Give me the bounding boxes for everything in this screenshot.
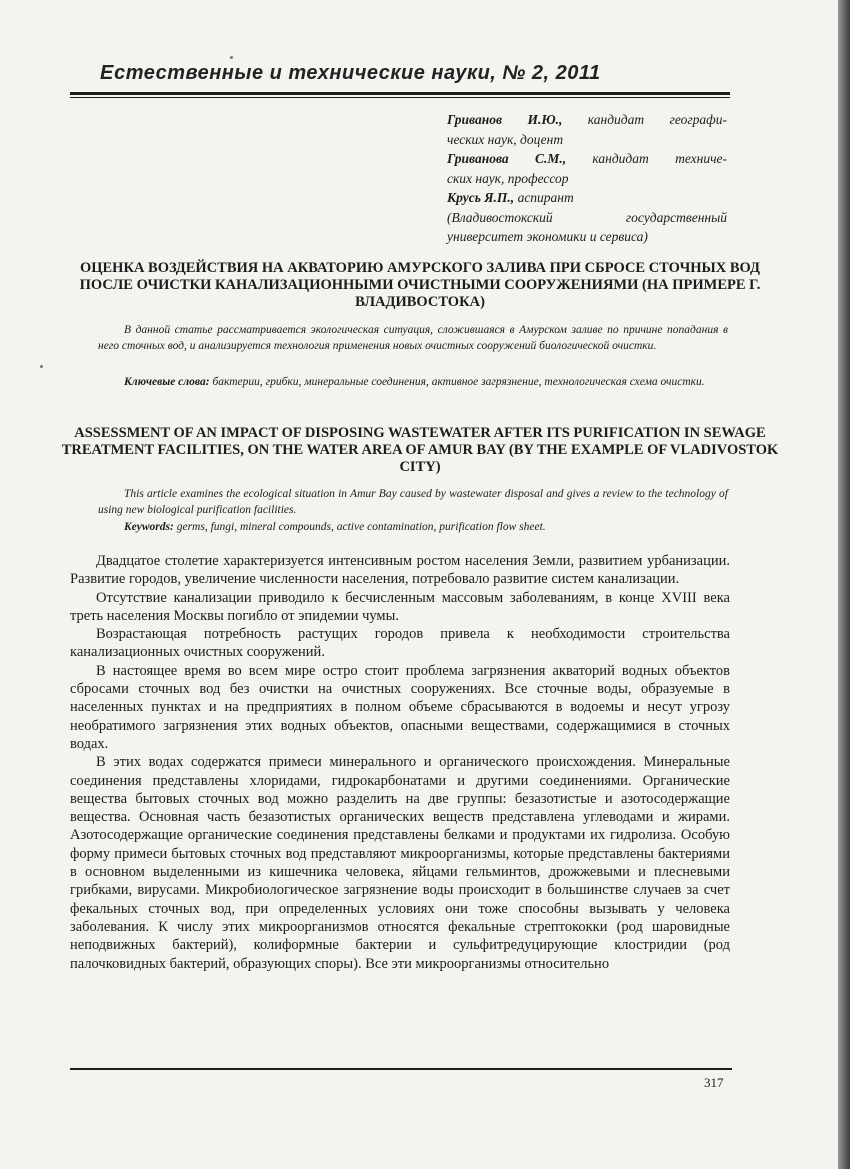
- author-line: ческих наук, доцент: [447, 131, 564, 147]
- author-name: Гриванова С.М.,: [447, 151, 567, 166]
- keywords-label: Keywords:: [124, 521, 174, 533]
- header-rule-thin: [70, 97, 730, 98]
- scan-edge: [838, 0, 850, 1169]
- author-line: [447, 188, 727, 208]
- body-paragraph: В этих водах содержатся примеси минерального и органического происхождения. Минеральные соединения представлены хлоридами, гидрокарбонатами и другими соединениями. Органические вещества бытовых сточных вод можно разделить на две группы: безазотистые и азотосодержащие вещества. Основная часть безазотистых органических веществ представлена углеводами и жирами. Азотосодержащие органические соединения представлены белками и продуктами их гидролиза. Особую форму примеси бытовых сточных вод представляют микроорганизмы, которые представлены бактериями в основном выделенными из кишечника человека, яйцами гельминтов, дрожжевыми и плесневыми грибками, вирусами. Микробиологическое загрязнение воды происходит в большинстве случаев за счет фекальных сточных вод, при определенных условиях они тоже способны вызывать у человека заболевания. К числу этих микроорганизмов относятся фекальные стрептококки (род шаровидные неподвижных бактерий), колиформные бактерии и сульфитредуцирующие клостридии (род палочковидных бактерий, образующих споры). Все эти микроорганизмы относительно: [70, 754, 730, 972]
- article-body: [70, 552, 730, 973]
- affiliation-line: (Владивостокский государственный: [447, 209, 727, 225]
- author-degree: аспирант: [514, 190, 574, 205]
- body-paragraph: Возрастающая потребность растущих городов привела к необходимости строительства канализационных очистных сооружений.: [70, 626, 730, 661]
- author-degree: кандидат техниче-: [566, 151, 727, 166]
- abstract-en: This article examines the ecological situation in Amur Bay caused by wastewater disposal and gives a review to the technology of using new biological purification facilities.: [98, 488, 728, 516]
- body-paragraph: В настоящее время во всем мире остро стоит проблема загрязнения акваторий водных объектов сбросами сточных вод без очистки на очистных сооружениях. Все сточные воды, образуемые в населенных пунктах и на предприятиях в полном объеме сбрасываются в водоемы и несут угрозу необратимого загрязнения этих водных объектов, опасными веществами, содержащимися в сточных водах.: [70, 662, 730, 752]
- scan-speck: [40, 365, 43, 368]
- article-title-ru: ОЦЕНКА ВОЗДЕЙСТВИЯ НА АКВАТОРИЮ АМУРСКОГО ЗАЛИВА ПРИ СБРОСЕ СТОЧНЫХ ВОД ПОСЛЕ ОЧИСТКИ КАНАЛИЗАЦИОННЫМИ ОЧИСТНЫМИ СООРУЖЕНИЯМИ (НА ПРИМЕРЕ Г. ВЛАДИВОСТОКА): [79, 260, 761, 310]
- scan-speck: [230, 56, 233, 59]
- keywords-label: Ключевые слова:: [124, 376, 210, 388]
- author-block: [447, 110, 727, 247]
- page-number: 317: [704, 1075, 724, 1090]
- keywords-text: бактерии, грибки, минеральные соединения, активное загрязнение, технологическая схема очистки.: [209, 376, 705, 388]
- author-name: Крусь Я.П.,: [447, 190, 515, 205]
- author-line: ских наук, профессор: [447, 170, 569, 186]
- body-paragraph: Отсутствие канализации приводило к бесчисленным массовым заболеваниям, в конце XVIII века треть населения Москвы погибло от эпидемии чумы.: [70, 589, 730, 624]
- author-line: [447, 149, 727, 169]
- body-paragraph: Двадцатое столетие характеризуется интенсивным ростом населения Земли, развитием урбанизации. Развитие городов, увеличение численности населения, потребовало развитие систем канализации.: [70, 553, 730, 588]
- keywords-en: [98, 519, 728, 535]
- header-rule: [70, 92, 730, 95]
- affiliation-line: университет экономики и сервиса): [447, 229, 648, 244]
- author-line: [447, 110, 727, 130]
- author-degree: кандидат географи-: [562, 112, 728, 127]
- footer-rule: [70, 1068, 732, 1070]
- keywords-text: germs, fungi, mineral compounds, active contamination, purification flow sheet.: [173, 521, 546, 533]
- journal-header: Естественные и технические науки, № 2, 2011: [100, 62, 601, 84]
- article-title-en: ASSESSMENT OF AN IMPACT OF DISPOSING WASTEWATER AFTER ITS PURIFICATION IN SEWAGE TREATMENT FACILITIES, ON THE WATER AREA OF AMUR BAY (BY THE EXAMPLE OF VLADIVOSTOK CITY): [61, 425, 779, 475]
- author-name: Гриванов И.Ю.,: [447, 112, 563, 127]
- abstract-ru: В данной статье рассматривается экологическая ситуация, сложившаяся в Амурском заливе по причине попадания в него сточных вод, и анализируется технология применения новых очистных сооружений биологической очистки.: [98, 324, 728, 352]
- keywords-ru: [98, 374, 728, 390]
